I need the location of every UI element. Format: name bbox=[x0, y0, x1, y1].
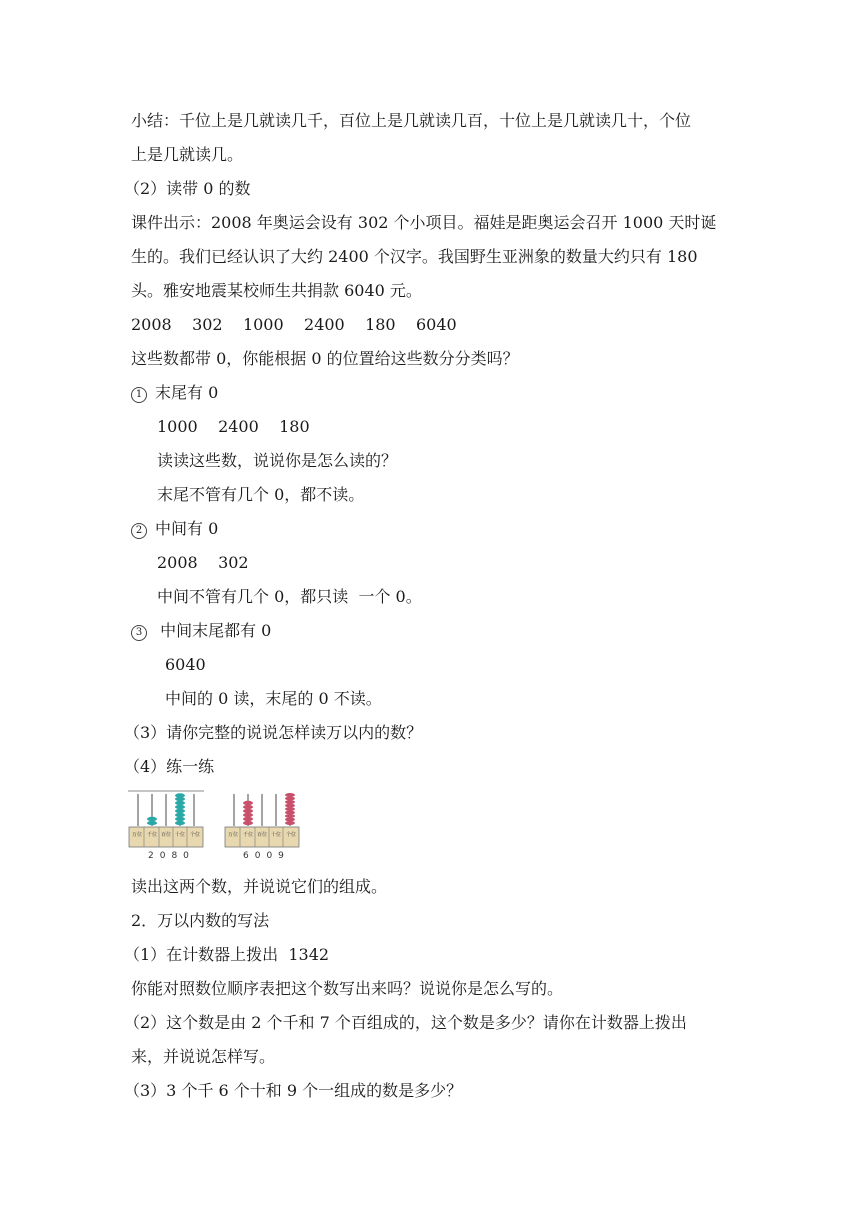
circle-marker-2: 2 bbox=[131, 523, 147, 539]
part2-heading: 2．万以内数的写法 bbox=[131, 911, 270, 930]
abacus-2-label-wan: 万位 bbox=[227, 832, 239, 838]
section4-heading: （4）练一练 bbox=[124, 757, 215, 776]
category-2-label: 中间有 0 bbox=[155, 519, 219, 538]
intro-line-2: 生的。我们已经认识了大约 2400 个汉字。我国野生亚洲象的数量大约只有 180 bbox=[131, 247, 698, 266]
part2-item-1-question: 你能对照数位顺序表把这个数写出来吗？说说你是怎么写的。 bbox=[131, 979, 564, 998]
category-1-numbers: 1000 2400 180 bbox=[157, 417, 310, 436]
intro-line-3: 头。雅安地震某校师生共捐款 6040 元。 bbox=[131, 281, 422, 300]
section3-heading: （3）请你完整的说说怎样读万以内的数？ bbox=[124, 723, 423, 742]
abacus-6009 bbox=[224, 790, 300, 850]
abacus-2-label-qian: 千位 bbox=[242, 832, 254, 838]
circle-marker-3: 3 bbox=[131, 625, 147, 641]
abacus-2-label-ge: 个位 bbox=[285, 832, 297, 838]
category-3-note-1: 中间的 0 读，末尾的 0 不读。 bbox=[165, 689, 382, 708]
abacus-1-label-shi: 十位 bbox=[174, 832, 186, 838]
abacus-1-thousands-beads bbox=[147, 817, 157, 825]
abacus-1-digits: 2080 bbox=[148, 851, 195, 861]
category-3-title bbox=[131, 621, 271, 641]
abacus-1-label-qian: 千位 bbox=[146, 832, 158, 838]
intro-line-1: 课件出示：2008 年奥运会设有 302 个小项目。福娃是距奥运会召开 1000 天时诞 bbox=[131, 213, 717, 232]
part2-item-3: （3）3 个千 6 个十和 9 个一组成的数是多少？ bbox=[124, 1081, 463, 1100]
part2-item-2-line-1: （2）这个数是由 2 个千和 7 个百组成的，这个数是多少？请你在计数器上拨出 bbox=[124, 1013, 687, 1032]
part2-item-1: （1）在计数器上拨出 1342 bbox=[124, 945, 330, 964]
abacus-2-digits: 6009 bbox=[243, 851, 290, 861]
part2-item-2-line-2: 来，并说说怎样写。 bbox=[131, 1047, 276, 1066]
category-2-numbers: 2008 302 bbox=[157, 553, 249, 572]
category-1-note-2: 末尾不管有几个 0，都不读。 bbox=[157, 485, 365, 504]
abacus-2-rods bbox=[234, 794, 290, 826]
number-list: 2008 302 1000 2400 180 6040 bbox=[131, 315, 457, 334]
category-3-numbers: 6040 bbox=[165, 655, 206, 674]
category-2-title bbox=[131, 519, 218, 539]
abacus-2-label-shi: 十位 bbox=[270, 832, 282, 838]
category-2-note-1: 中间不管有几个 0，都只读 一个 0。 bbox=[157, 587, 422, 606]
classify-question: 这些数都带 0，你能根据 0 的位置给这些数分分类吗？ bbox=[131, 349, 519, 368]
section2-heading: （2）读带 0 的数 bbox=[124, 179, 251, 198]
abacus-1-tens-beads bbox=[175, 793, 185, 825]
abacus-2-label-bai: 百位 bbox=[256, 832, 268, 838]
category-1-title bbox=[131, 383, 218, 403]
category-1-label: 末尾有 0 bbox=[155, 383, 219, 402]
abacus-2080 bbox=[128, 790, 204, 850]
circle-marker-1: 1 bbox=[131, 387, 147, 403]
abacus-2-ones-beads bbox=[285, 793, 295, 825]
category-3-label: 中间末尾都有 0 bbox=[155, 621, 272, 640]
abacus-1-label-ge: 个位 bbox=[189, 832, 201, 838]
category-1-note-1: 读读这些数，说说你是怎么读的？ bbox=[157, 451, 398, 470]
practice-prompt: 读出这两个数，并说说它们的组成。 bbox=[131, 877, 388, 896]
abacus-1-label-wan: 万位 bbox=[131, 832, 143, 838]
abacus-1-rods bbox=[138, 794, 194, 826]
abacus-1-label-bai: 百位 bbox=[160, 832, 172, 838]
summary-line-2: 上是几就读几。 bbox=[131, 145, 244, 164]
abacus-2-thousands-beads bbox=[243, 801, 253, 825]
summary-line-1: 小结：千位上是几就读几千，百位上是几就读几百，十位上是几就读几十，个位 bbox=[131, 111, 692, 130]
